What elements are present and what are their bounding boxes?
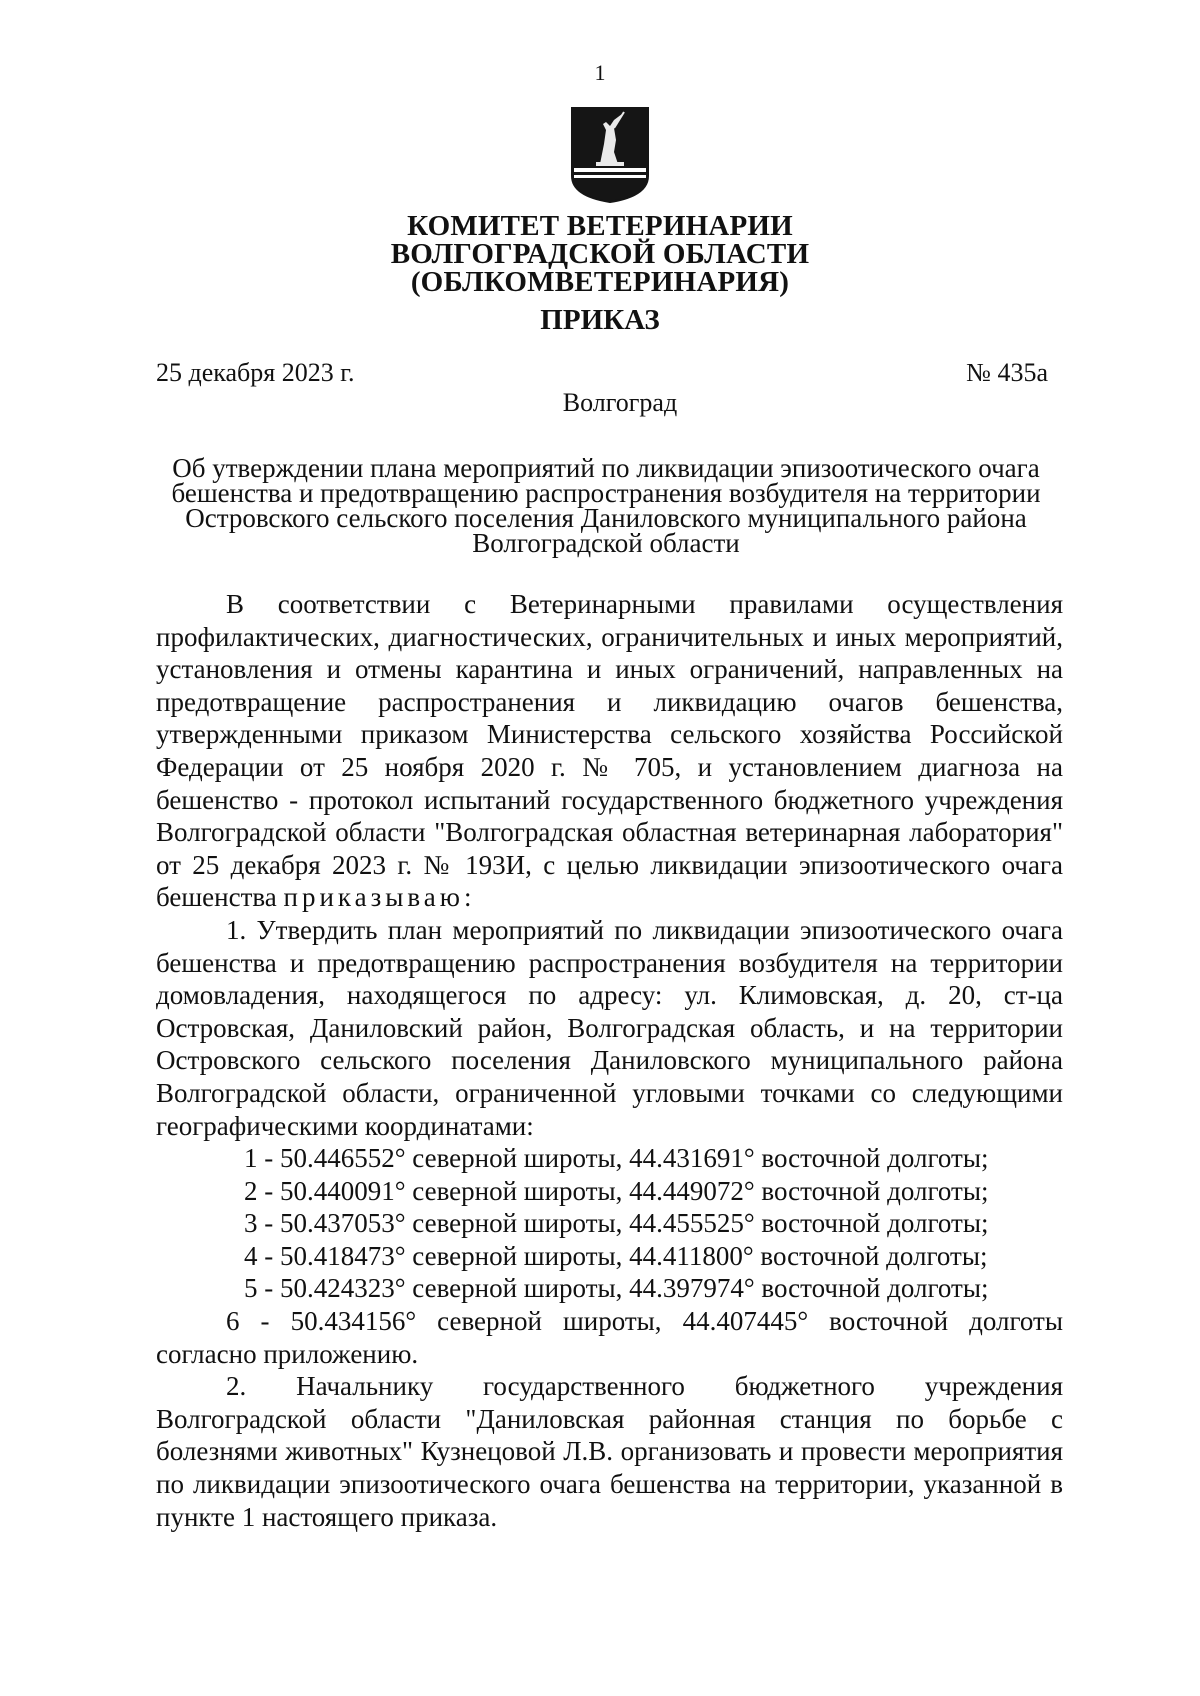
preamble-paragraph: [156, 588, 1063, 914]
page-number: 1: [594, 60, 606, 85]
order-word: приказываю:: [283, 882, 476, 913]
coordinate-line: 4 - 50.418473° северной широты, 44.411800° восточной долготы;: [244, 1240, 988, 1271]
organization-header: [0, 212, 1200, 296]
item-2-paragraph: 2. Начальнику государственного бюджетного учреждения Волгоградской области "Даниловская районная станция по борьбе с болезнями животных" Кузнецовой Л.В. организовать и провести мероприятия по ликвидации эпизоотического очага бешенства на территории, указанной в пункте 1 настоящего приказа.: [156, 1371, 1063, 1532]
document-number: № 435а: [966, 358, 1048, 387]
coordinate-line: 3 - 50.437053° северной широты, 44.455525° восточной долготы;: [244, 1208, 989, 1239]
volgograd-coat-of-arms-icon: [570, 106, 650, 204]
coordinate-line: 2 - 50.440091° северной широты, 44.449072° восточной долготы;: [244, 1175, 989, 1206]
item-1-paragraph: 1. Утвердить план мероприятий по ликвидации эпизоотического очага бешенства и предотвращению распространения возбудителя на территории домовладения, находящегося по адресу: ул. Климовская, д. 20, ст-ца Островская, Даниловский район, Волгоградская область, и на территории Островского сельского поселения Даниловского муниципального района Волгоградской области, ограниченной угловыми точками со следующими географическими координатами:: [156, 914, 1063, 1141]
document-body: [156, 588, 1063, 1533]
coordinate-line-last: 6 - 50.434156° северной широты, 44.407445° восточной долготы согласно приложению.: [156, 1306, 1063, 1369]
header-line-1: КОМИТЕТ ВЕТЕРИНАРИИ: [407, 210, 793, 242]
document-title: ПРИКАЗ: [540, 304, 660, 336]
document-date: 25 декабря 2023 г.: [156, 358, 355, 387]
coordinate-line: 5 - 50.424323° северной широты, 44.397974° восточной долготы;: [244, 1273, 989, 1304]
coordinate-line: 1 - 50.446552° северной широты, 44.431691° восточной долготы;: [244, 1143, 989, 1174]
document-city: Волгоград: [562, 388, 678, 417]
preamble-text: В соответствии с Ветеринарными правилами осуществления профилактических, диагностических, ограничительных и иных мероприятий, установления и отмены карантина и иных ограничений, направленных на предотвращение распространения и ликвидацию очагов бешенства, утвержденными приказом Министерства сельского хозяйства Российской Федерации от 25 ноября 2020 г. № 705, и установлением диагноза на бешенство - протокол испытаний государственного бюджетного учреждения Волгоградской области "Волгоградская областная ветеринарная лаборатория" от 25 декабря 2023 г. № 193И, с целью ликвидации эпизоотического очага бешенства: [156, 589, 1063, 913]
header-line-3: (ОБЛКОМВЕТЕРИНАРИЯ): [410, 266, 790, 298]
document-subject: Об утверждении плана мероприятий по ликвидации эпизоотического очага бешенства и предотвращению распространения возбудителя на территории Островского сельского поселения Даниловского муниципального района Волгоградской области: [171, 453, 1041, 558]
header-line-2: ВОЛГОГРАДСКОЙ ОБЛАСТИ: [390, 238, 810, 270]
